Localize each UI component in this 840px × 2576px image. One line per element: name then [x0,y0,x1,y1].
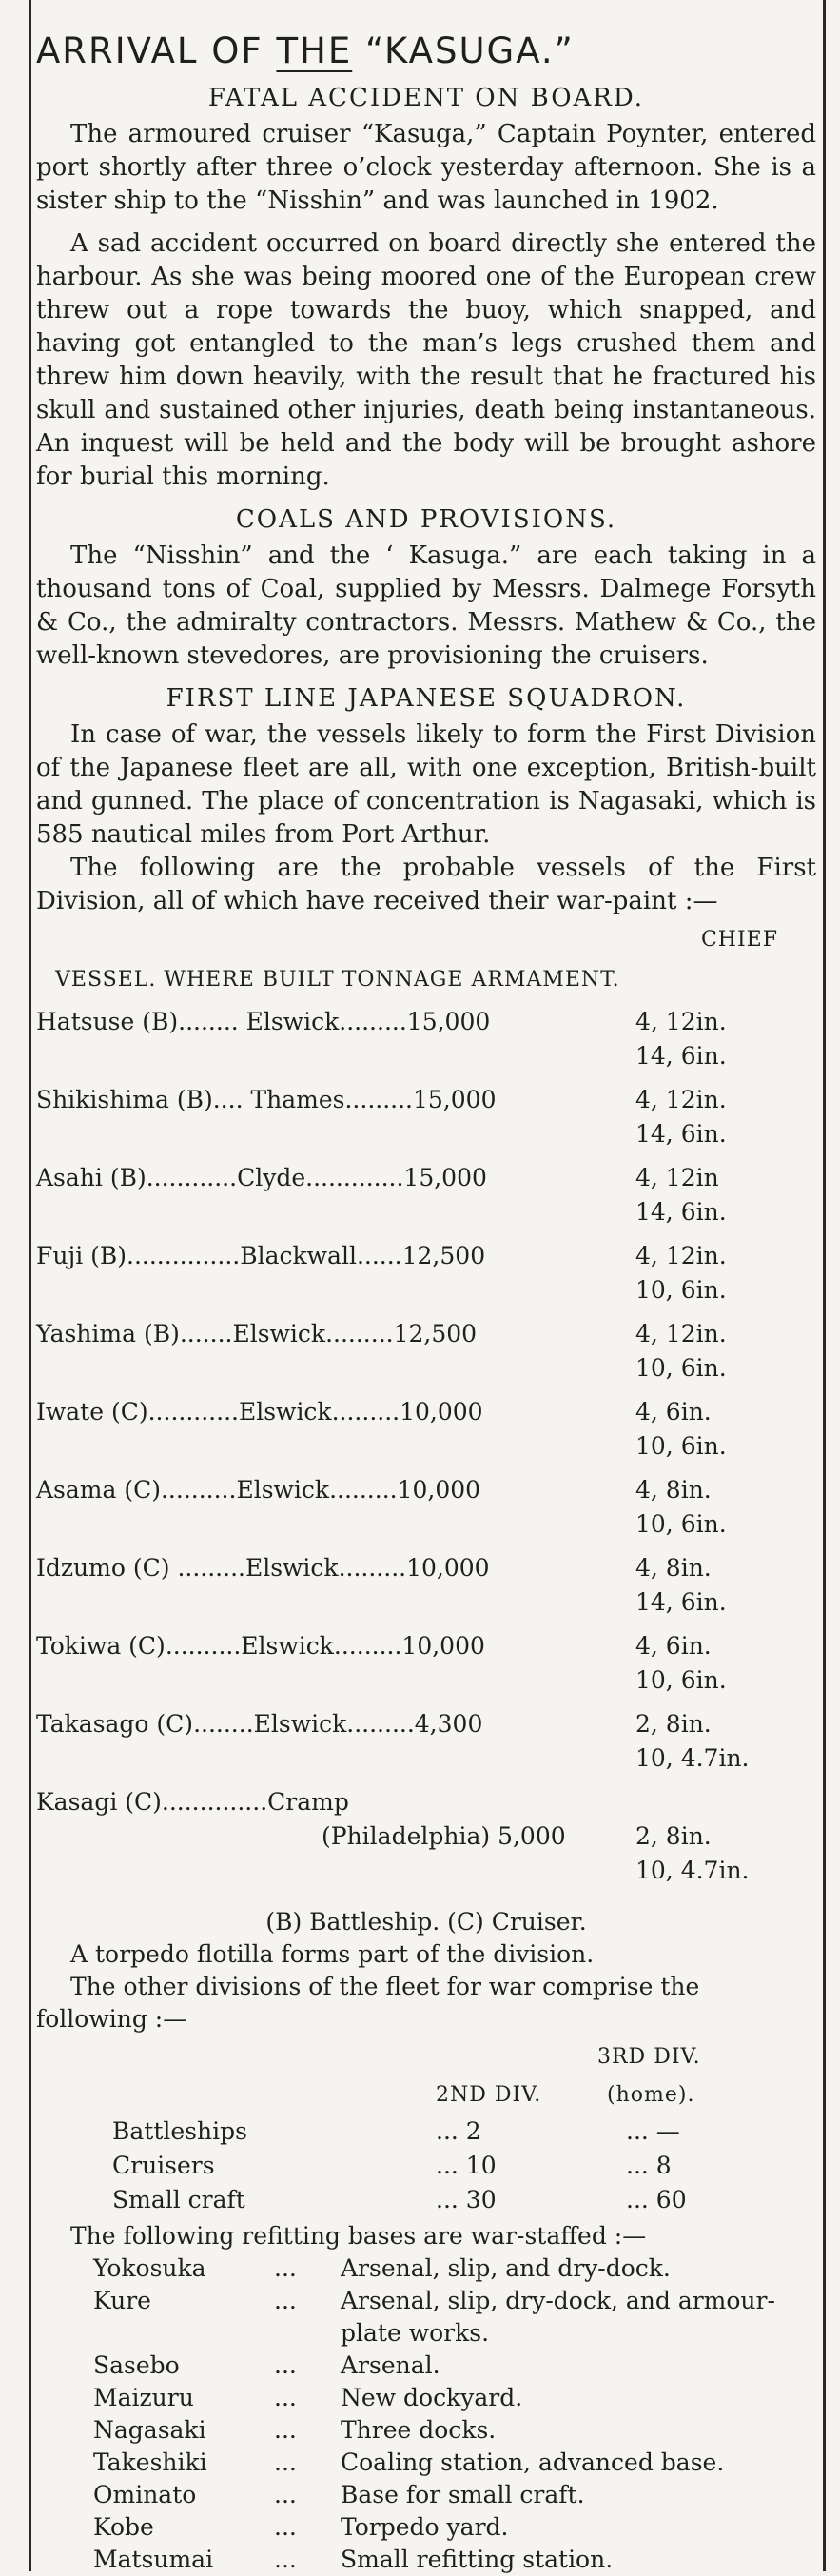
headline [36,27,816,76]
armament-primary: 4, 12in. [635,1086,727,1113]
leader-dots: ... [274,2448,297,2476]
refitting-bases-list [36,2252,816,2576]
base-name: Takeshiki [93,2448,207,2476]
headline-the: THE [276,30,353,71]
list-item [36,2382,816,2414]
armament-secondary: 10, 6in. [635,1354,727,1382]
third-division-count: ... 60 [626,2186,687,2213]
vessel-line: Idzumo (C) .........Elswick.........10,000 [36,1554,490,1582]
table-row [36,1004,816,1082]
base-description: Arsenal, slip, and dry-dock. [341,2254,671,2282]
armament-primary: 2, 8in. [635,1710,712,1738]
table-row [36,1082,816,1160]
list-item [36,2285,816,2350]
vessel-line: Shikishima (B).... Thames.........15,000 [36,1086,497,1113]
base-name: Maizuru [93,2384,194,2411]
squadron-paragraph-1: In case of war, the vessels likely to form the First Division of the Japanese fleet are all, with one exception, British-built and gunned. The place of concentration is Nagasaki, which is 585 nautical miles from Port Arthur. [36,720,816,849]
list-item [36,2447,816,2479]
list-item [36,2479,816,2511]
base-description: Three docks. [341,2416,497,2444]
third-division-count: ... — [626,2117,680,2145]
headline-part1: ARRIVAL OF [36,30,277,71]
table-row [36,2117,816,2152]
armament-primary: 4, 12in [635,1164,719,1191]
base-description: Base for small craft. [341,2481,585,2508]
accident-paragraph-2: A sad accident occurred on board directly she entered the harbour. As she was being moored one of the European crew threw out a rope towards the buoy, which snapped, and having got entangled to the man’s legs crushed them and threw him down heavily, with the result that he fractured his skull and sustained other injuries, death being instantaneous. An inquest will be held and the body will be brought ashore for burial this morning. [36,229,816,491]
accident-paragraph-1: The armoured cruiser “Kasuga,” Captain Poynter, entered port shortly after three o’clock yesterday afternoon. She is a sister ship to the “Nisshin” and was launched in 1902. [36,120,816,215]
base-name: Kobe [93,2513,154,2541]
base-name: Yokosuka [93,2254,206,2282]
armament-secondary: 14, 6in. [635,1198,727,1226]
armament-secondary: 14, 6in. [635,1042,727,1070]
vessel-line: Hatsuse (B)........ Elswick.........15,000 [36,1008,491,1035]
base-name: Sasebo [93,2351,180,2379]
coals-paragraph: The “Nisshin” and the ‘ Kasuga.” are each taking in a thousand tons of Coal, supplied by Messrs. Dalmege Forsyth & Co., the admiralty contractors. Messrs. Mathew & Co., the well-known stevedores, are provisioning the cruisers. [36,541,816,670]
leader-dots: ... [274,2513,297,2541]
table-row [36,1706,816,1784]
base-name: Kure [93,2287,151,2314]
second-division-label: 2ND DIV. [436,2083,542,2107]
vessel-table-key: (B) Battleship. (C) Cruiser. [265,1908,587,1936]
squadron-paragraph-2: The following are the probable vessels of the First Division, all of which have received their war-paint :— [36,854,816,915]
vessel-columns-line: VESSEL. WHERE BUILT TONNAGE ARMAMENT. [55,968,620,992]
armament-secondary: 10, 6in. [635,1666,727,1694]
base-description: Small refitting station. [341,2546,614,2573]
ship-class-label: Small craft [112,2186,245,2213]
table-row [36,1550,816,1628]
armament-secondary: 10, 6in. [635,1510,727,1538]
torpedo-flotilla-note: A torpedo flotilla forms part of the division. [70,1940,595,1968]
vessel-line: Iwate (C)............Elswick.........10,000 [36,1398,483,1426]
third-division-count: ... 8 [626,2152,672,2179]
base-name: Matsumai [93,2546,214,2573]
base-description: Arsenal. [341,2351,440,2379]
column-rule-left [29,0,31,2571]
list-item [36,2350,816,2382]
column-rule-right [823,0,826,2571]
article-column [36,0,816,2576]
armament-secondary: 10, 6in. [635,1276,727,1304]
table-row [36,2152,816,2186]
vessel-line: Yashima (B).......Elswick.........12,500 [36,1320,478,1347]
armament-secondary: 14, 6in. [635,1588,727,1616]
divisions-table [36,2117,816,2220]
second-division-count: ... 10 [436,2152,497,2179]
vessel-table [36,1004,816,1898]
refitting-bases-intro: The following refitting bases are war-staffed :— [70,2222,647,2250]
list-item [36,2511,816,2544]
base-description: Coaling station, advanced base. [341,2448,725,2476]
armament-primary: 2, 8in. [635,1822,712,1850]
base-name: Ominato [93,2481,197,2508]
table-row [36,1238,816,1316]
second-division-count: ... 2 [436,2117,481,2145]
table-row [36,1160,816,1238]
coals-subheading: COALS AND PROVISIONS. [235,505,617,534]
armament-primary: 4, 6in. [635,1398,712,1426]
chief-label: CHIEF [700,928,778,952]
leader-dots: ... [274,2287,297,2314]
vessel-line-continued: (Philadelphia) 5,000 [322,1822,566,1850]
vessel-line: Asahi (B)............Clyde.............15,000 [36,1164,487,1191]
vessel-table-header [36,928,816,1004]
other-divisions-intro: The other divisions of the fleet for war comprise the following :— [36,1973,700,2033]
leader-dots: ... [274,2416,297,2444]
armament-primary: 4, 12in. [635,1008,727,1035]
armament-primary: 4, 8in. [635,1476,712,1504]
vessel-line: Takasago (C)........Elswick.........4,300 [36,1710,483,1738]
leader-dots: ... [274,2351,297,2379]
armament-primary: 4, 6in. [635,1632,712,1660]
leader-dots: ... [274,2546,297,2573]
ship-class-label: Battleships [112,2117,247,2145]
home-label: (home). [607,2083,695,2107]
table-row [36,1316,816,1394]
armament-secondary: 10, 6in. [635,1432,727,1460]
table-row [36,1628,816,1706]
divisions-header [36,2045,816,2117]
list-item [36,2252,816,2285]
base-name: Nagasaki [93,2416,206,2444]
leader-dots: ... [274,2384,297,2411]
vessel-line: Tokiwa (C)..........Elswick.........10,000 [36,1632,485,1660]
armament-primary: 4, 8in. [635,1554,712,1582]
armament-primary: 4, 12in. [635,1242,727,1269]
table-row [36,2186,816,2220]
leader-dots: ... [274,2254,297,2282]
list-item [36,2414,816,2447]
table-row [36,1784,816,1898]
armament-secondary: 10, 4.7in. [635,1744,750,1772]
armament-secondary: 10, 4.7in. [635,1857,750,1884]
base-description: Arsenal, slip, dry-dock, and armour-plate works. [341,2287,775,2347]
headline-part2: “KASUGA.” [352,30,575,71]
base-description: New dockyard. [341,2384,523,2411]
vessel-line: Asama (C)..........Elswick.........10,000 [36,1476,481,1504]
armament-secondary: 14, 6in. [635,1120,727,1148]
table-row [36,1394,816,1472]
armament-primary: 4, 12in. [635,1320,727,1347]
table-row [36,1472,816,1550]
third-division-label: 3RD DIV. [597,2045,701,2069]
second-division-count: ... 30 [436,2186,497,2213]
accident-subheading: FATAL ACCIDENT ON BOARD. [207,84,645,112]
vessel-line: Kasagi (C)..............Cramp [36,1788,349,1816]
vessel-line: Fuji (B)...............Blackwall......12,500 [36,1242,486,1269]
ship-class-label: Cruisers [112,2152,215,2179]
leader-dots: ... [274,2481,297,2508]
squadron-subheading: FIRST LINE JAPANESE SQUADRON. [166,684,687,713]
base-description: Torpedo yard. [341,2513,509,2541]
